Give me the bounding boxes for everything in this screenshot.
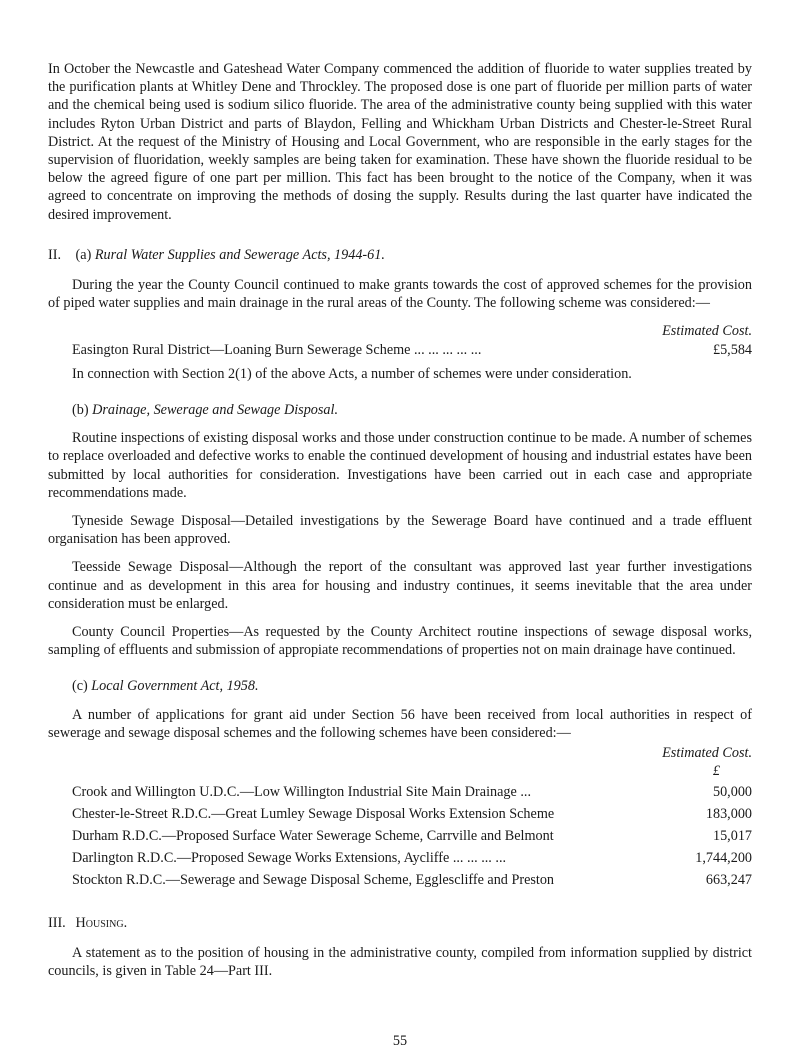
scheme-description: Crook and Willington U.D.C.—Low Willington Industrial Site Main Drainage ... bbox=[72, 783, 531, 800]
section-ii-heading bbox=[48, 246, 752, 264]
scheme-amount: £5,584 bbox=[712, 341, 752, 358]
housing-paragraph: A statement as to the position of housing in the administrative county, compiled from information supplied by district councils, is given in Table 24—Part III. bbox=[48, 944, 752, 979]
subsection-heading bbox=[72, 401, 752, 419]
drainage-paragraph: Routine inspections of existing disposal works and those under construction continue to be made. A number of schemes to replace overloaded and defective works to enable the continued development of housing and industrial estates have been submitted by local authorities for consideration. Investigations have been carried out in each case and appropriate recommendations made. bbox=[48, 430, 752, 501]
section-number: III. bbox=[48, 914, 66, 931]
subsection-heading bbox=[72, 677, 752, 695]
scheme-description: Durham R.D.C.—Proposed Surface Water Sewerage Scheme, Carrville and Belmont bbox=[72, 827, 554, 844]
scheme-row bbox=[48, 341, 752, 359]
local-government-intro: A number of applications for grant aid under Section 56 have been received from local authorities in respect of sewerage and sewage disposal schemes and the following schemes have been considered:— bbox=[48, 706, 752, 741]
subsection-label: (b) bbox=[72, 402, 89, 419]
subsection-title: Rural Water Supplies and Sewerage Acts, 1944-61. bbox=[94, 246, 385, 263]
fluoride-paragraph: In October the Newcastle and Gateshead Water Company commenced the addition of fluoride to water supplies treated by the purification plants at Whitley Dene and Throckley. The proposed dose is one part of fluoride per million parts of water and the chemical being used is sodium silico fluoride. The area of the administrative county being supplied with this water includes Ryton Urban District and parts of Blaydon, Felling and Whickham Urban Districts and Chester-le-Street Rural District. At the request of the Ministry of Housing and Local Government, who are responsible in the early stages for the supervision of fluoridation, weekly samples are being taken for examination. These have shown the fluoride residual to be below the agreed figure of one part per million. This fact has been brought to the notice of the Company, when it was agreed to concentrate on improving the methods of dosing the supply. Results during the last quarter have indicated the desired improvement. bbox=[48, 61, 752, 223]
scheme-row bbox=[48, 871, 752, 889]
subsection-label: (a) bbox=[75, 246, 92, 263]
connection-paragraph: In connection with Section 2(1) of the above Acts, a number of schemes were under consideration. bbox=[72, 365, 632, 382]
drainage-paragraph: County Council Properties—As requested by the County Architect routine inspections of sewage disposal works, sampling of effluents and submission of appropiate recommendations of properties not on main drainage have continued. bbox=[48, 624, 752, 659]
scheme-row bbox=[48, 805, 752, 823]
scheme-description: Easington Rural District—Loaning Burn Sewerage Scheme ... ... ... ... ... bbox=[72, 341, 482, 358]
scheme-row bbox=[48, 827, 752, 845]
scheme-description: Chester-le-Street R.D.C.—Great Lumley Sewage Disposal Works Extension Scheme bbox=[72, 805, 555, 822]
grant-schemes-list bbox=[48, 783, 752, 890]
currency-symbol: £ bbox=[712, 763, 720, 780]
drainage-paragraph: Tyneside Sewage Disposal—Detailed investigations by the Sewerage Board have continued and a trade effluent organisation has been approved. bbox=[48, 513, 752, 548]
scheme-amount: 183,000 bbox=[705, 805, 752, 822]
subsection-title: Drainage, Sewerage and Sewage Disposal. bbox=[92, 402, 338, 419]
scheme-description: Stockton R.D.C.—Sewerage and Sewage Disposal Scheme, Egglescliffe and Preston bbox=[72, 872, 555, 889]
subsection-title: Local Government Act, 1958. bbox=[91, 678, 259, 695]
scheme-amount: 50,000 bbox=[712, 783, 752, 800]
document-page bbox=[48, 60, 752, 994]
scheme-amount: 15,017 bbox=[712, 827, 752, 844]
estimated-cost-heading: Estimated Cost. bbox=[662, 323, 752, 340]
rural-water-intro: During the year the County Council continued to make grants towards the cost of approved schemes for the provision of piped water supplies and main drainage in the rural areas of the County. The following scheme was considered:— bbox=[48, 277, 752, 312]
subsection-label: (c) bbox=[72, 678, 88, 695]
section-title: Housing. bbox=[75, 914, 128, 931]
section-number: II. bbox=[48, 246, 61, 263]
scheme-amount: 663,247 bbox=[705, 872, 752, 889]
page-number: 55 bbox=[392, 1033, 408, 1049]
scheme-row bbox=[48, 783, 752, 801]
drainage-paragraph: Teesside Sewage Disposal—Although the report of the consultant was approved last year further investigations continue and as development in this area for housing and industry continues, it seems inevitable that the area under consideration must be enlarged. bbox=[48, 559, 752, 612]
scheme-row bbox=[48, 849, 752, 867]
section-iii-heading bbox=[48, 914, 752, 932]
estimated-cost-heading: Estimated Cost. bbox=[662, 745, 752, 762]
scheme-amount: 1,744,200 bbox=[695, 850, 752, 867]
scheme-description: Darlington R.D.C.—Proposed Sewage Works Extensions, Aycliffe ... ... ... ... bbox=[72, 850, 507, 867]
